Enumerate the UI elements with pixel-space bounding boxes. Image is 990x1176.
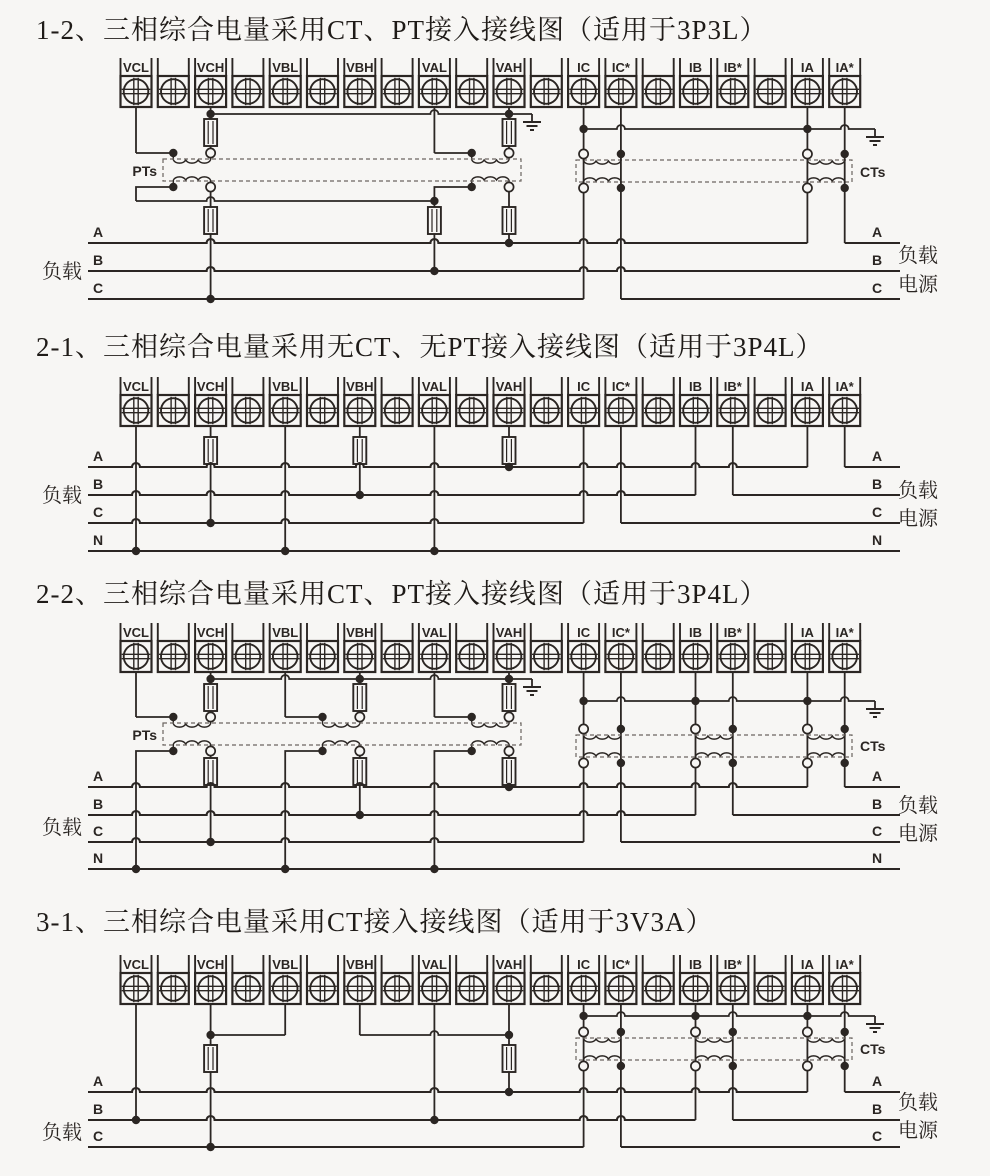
terminal-label-IB: IB xyxy=(689,379,702,394)
phase-label-left-C: C xyxy=(93,280,104,296)
terminal-label-IB: IB xyxy=(689,625,702,640)
diagram-2-1 xyxy=(42,377,939,555)
phase-label-right-N: N xyxy=(871,850,883,866)
terminal-label-VCL: VCL xyxy=(123,379,149,394)
terminal-label-VBH: VBH xyxy=(346,60,374,75)
phase-label-right-A: A xyxy=(871,768,883,784)
terminal-label-IBs: IB* xyxy=(723,60,742,75)
terminal-label-VCH: VCH xyxy=(196,60,225,75)
terminal-label-IB: IB xyxy=(689,60,702,75)
phase-label-right-B: B xyxy=(871,252,883,268)
terminal-label-VCH: VCH xyxy=(196,625,225,640)
terminal-label-IA: IA xyxy=(800,957,814,972)
terminal-label-IBs: IB* xyxy=(723,957,742,972)
terminal-label-VCL: VCL xyxy=(123,625,149,640)
terminal-label-VBL: VBL xyxy=(272,379,299,394)
phase-label-right-N: N xyxy=(871,532,883,548)
section-title-3-1: 3-1、三相综合电量采用CT接入接线图（适用于3V3A） xyxy=(36,907,714,937)
phase-label-left-B: B xyxy=(93,796,104,812)
phase-label-left-A: A xyxy=(93,1073,104,1089)
terminal-label-IAs: IA* xyxy=(835,957,854,972)
terminal-label-VBL: VBL xyxy=(272,60,299,75)
ct-group-label: CTs xyxy=(860,738,886,754)
phase-label-right-C: C xyxy=(871,1128,883,1144)
terminal-label-IAs: IA* xyxy=(835,60,854,75)
phase-label-left-A: A xyxy=(93,224,104,240)
phase-label-right-B: B xyxy=(871,476,883,492)
terminal-label-VBH: VBH xyxy=(346,957,374,972)
phase-label-left-C: C xyxy=(93,1128,104,1144)
phase-label-left-C: C xyxy=(93,823,104,839)
terminal-label-ICs: IC* xyxy=(611,60,630,75)
terminal-label-VCL: VCL xyxy=(123,60,149,75)
diagram-1-2 xyxy=(42,58,939,303)
phase-label-left-C: C xyxy=(93,504,104,520)
terminal-label-IA: IA xyxy=(800,625,814,640)
terminal-label-VCH: VCH xyxy=(196,379,225,394)
diagram-2-2 xyxy=(42,623,939,873)
terminal-label-VAL: VAL xyxy=(421,625,447,640)
terminal-label-VAH: VAH xyxy=(495,625,523,640)
phase-label-left-N: N xyxy=(93,532,104,548)
load-label-right: 负载 xyxy=(898,795,938,817)
terminal-label-VAL: VAL xyxy=(421,379,447,394)
terminal-label-IA: IA xyxy=(800,379,814,394)
phase-label-right-C: C xyxy=(871,280,883,296)
terminal-label-VAL: VAL xyxy=(421,957,447,972)
terminal-label-IAs: IA* xyxy=(835,379,854,394)
ct-group-label: CTs xyxy=(860,1041,886,1057)
phase-label-left-A: A xyxy=(93,768,104,784)
phase-label-left-B: B xyxy=(93,252,104,268)
load-label-left: 负载 xyxy=(42,485,82,507)
terminal-label-ICs: IC* xyxy=(611,957,630,972)
terminal-label-IBs: IB* xyxy=(723,379,742,394)
load-label-right: 负载 xyxy=(898,245,938,267)
phase-label-left-A: A xyxy=(93,448,104,464)
terminal-label-VBH: VBH xyxy=(346,625,374,640)
load-label-left: 负载 xyxy=(42,261,82,283)
phase-label-right-A: A xyxy=(871,1073,883,1089)
source-label-right: 电源 xyxy=(898,274,938,296)
terminal-label-IC: IC xyxy=(577,60,591,75)
terminal-label-VAH: VAH xyxy=(495,957,523,972)
terminal-label-VAH: VAH xyxy=(495,60,523,75)
phase-label-right-B: B xyxy=(871,796,883,812)
terminal-label-IA: IA xyxy=(800,60,814,75)
section-title-2-1: 2-1、三相综合电量采用无CT、无PT接入接线图（适用于3P4L） xyxy=(36,332,824,362)
terminal-label-IB: IB xyxy=(689,957,702,972)
section-title-2-2: 2-2、三相综合电量采用CT、PT接入接线图（适用于3P4L） xyxy=(36,579,768,609)
terminal-label-VCH: VCH xyxy=(196,957,225,972)
terminal-label-VAL: VAL xyxy=(421,60,447,75)
terminal-label-VBL: VBL xyxy=(272,957,299,972)
phase-label-right-C: C xyxy=(871,504,883,520)
section-title-1-2: 1-2、三相综合电量采用CT、PT接入接线图（适用于3P3L） xyxy=(36,15,768,45)
load-label-left: 负载 xyxy=(42,817,82,839)
phase-label-right-B: B xyxy=(871,1101,883,1117)
load-label-right: 负载 xyxy=(898,480,938,502)
phase-label-right-A: A xyxy=(871,448,883,464)
terminal-label-IAs: IA* xyxy=(835,625,854,640)
phase-label-right-C: C xyxy=(871,823,883,839)
terminal-label-IC: IC xyxy=(577,379,591,394)
pt-group-label: PTs xyxy=(132,727,157,743)
diagram-3-1 xyxy=(42,955,939,1151)
terminal-label-VAH: VAH xyxy=(495,379,523,394)
terminal-label-IC: IC xyxy=(577,625,591,640)
pt-group-label: PTs xyxy=(132,163,157,179)
phase-label-left-B: B xyxy=(93,476,104,492)
terminal-label-VCL: VCL xyxy=(123,957,149,972)
terminal-label-VBH: VBH xyxy=(346,379,374,394)
source-label-right: 电源 xyxy=(898,1120,938,1142)
load-label-left: 负载 xyxy=(42,1122,82,1144)
ct-group-label: CTs xyxy=(860,164,886,180)
load-label-right: 负载 xyxy=(898,1092,938,1114)
source-label-right: 电源 xyxy=(898,508,938,530)
phase-label-left-B: B xyxy=(93,1101,104,1117)
phase-label-left-N: N xyxy=(93,850,104,866)
terminal-label-IBs: IB* xyxy=(723,625,742,640)
terminal-label-IC: IC xyxy=(577,957,591,972)
terminal-label-ICs: IC* xyxy=(611,625,630,640)
source-label-right: 电源 xyxy=(898,823,938,845)
phase-label-right-A: A xyxy=(871,224,883,240)
terminal-label-ICs: IC* xyxy=(611,379,630,394)
terminal-label-VBL: VBL xyxy=(272,625,299,640)
